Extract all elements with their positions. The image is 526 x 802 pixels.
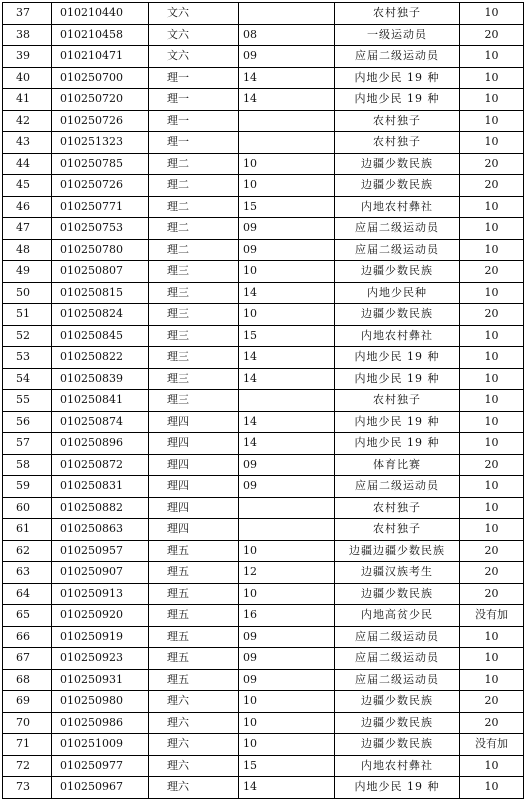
code-cell: 14 [239,433,335,455]
exam-id-cell: 010250923 [52,648,149,670]
table-row [3,3,524,25]
table-row [3,89,524,111]
category-cell: 理六 [149,712,239,734]
bonus-type-cell: 边疆少数民族 [335,691,460,713]
category-cell: 理六 [149,755,239,777]
row-number-cell: 39 [3,46,52,68]
category-cell: 理二 [149,196,239,218]
bonus-points-cell: 10 [460,755,524,777]
table-row [3,540,524,562]
row-number-cell: 71 [3,734,52,756]
bonus-type-cell: 农村独子 [335,390,460,412]
category-cell: 理五 [149,669,239,691]
table-row [3,239,524,261]
exam-id-cell: 010250882 [52,497,149,519]
bonus-type-cell: 内地农村彝社 [335,196,460,218]
bonus-points-cell: 10 [460,89,524,111]
code-cell: 10 [239,153,335,175]
row-number-cell: 58 [3,454,52,476]
bonus-points-cell: 10 [460,368,524,390]
code-cell: 14 [239,282,335,304]
exam-id-cell: 010251009 [52,734,149,756]
code-cell: 10 [239,175,335,197]
exam-id-cell: 010250824 [52,304,149,326]
row-number-cell: 54 [3,368,52,390]
exam-id-cell: 010250815 [52,282,149,304]
code-cell [239,3,335,25]
row-number-cell: 44 [3,153,52,175]
code-cell: 09 [239,476,335,498]
row-number-cell: 59 [3,476,52,498]
code-cell: 09 [239,46,335,68]
bonus-points-cell: 10 [460,218,524,240]
code-cell [239,110,335,132]
code-cell: 09 [239,626,335,648]
exam-id-cell: 010250980 [52,691,149,713]
code-cell [239,390,335,412]
row-number-cell: 42 [3,110,52,132]
row-number-cell: 37 [3,3,52,25]
table-row [3,325,524,347]
exam-id-cell: 010250967 [52,777,149,799]
bonus-points-cell: 10 [460,196,524,218]
category-cell: 理六 [149,691,239,713]
bonus-type-cell: 内地少民 19 种 [335,411,460,433]
bonus-type-cell: 边疆汉族考生 [335,562,460,584]
row-number-cell: 49 [3,261,52,283]
category-cell: 理五 [149,540,239,562]
row-number-cell: 40 [3,67,52,89]
bonus-type-cell: 应届二级运动员 [335,476,460,498]
table-row [3,132,524,154]
exam-id-cell: 010250807 [52,261,149,283]
table-row [3,691,524,713]
code-cell: 09 [239,218,335,240]
category-cell: 理三 [149,368,239,390]
code-cell: 14 [239,89,335,111]
category-cell: 理四 [149,519,239,541]
row-number-cell: 57 [3,433,52,455]
bonus-type-cell: 内地少民 19 种 [335,433,460,455]
table-row [3,347,524,369]
bonus-points-cell: 10 [460,519,524,541]
bonus-type-cell: 一级运动员 [335,24,460,46]
bonus-type-cell: 内地少民 19 种 [335,777,460,799]
bonus-points-cell: 10 [460,433,524,455]
code-cell: 15 [239,755,335,777]
table-row [3,390,524,412]
bonus-type-cell: 边疆边疆少数民族 [335,540,460,562]
row-number-cell: 55 [3,390,52,412]
category-cell: 理四 [149,411,239,433]
code-cell: 10 [239,691,335,713]
table-body [3,3,524,799]
bonus-type-cell: 农村独子 [335,132,460,154]
bonus-type-cell: 应届二级运动员 [335,669,460,691]
code-cell: 10 [239,540,335,562]
row-number-cell: 65 [3,605,52,627]
table-row [3,562,524,584]
exam-id-cell: 010250831 [52,476,149,498]
code-cell: 10 [239,734,335,756]
table-row [3,196,524,218]
code-cell [239,519,335,541]
bonus-points-cell: 20 [460,712,524,734]
bonus-points-cell: 10 [460,239,524,261]
category-cell: 理四 [149,454,239,476]
category-cell: 理五 [149,583,239,605]
category-cell: 理四 [149,433,239,455]
table-row [3,218,524,240]
row-number-cell: 64 [3,583,52,605]
row-number-cell: 63 [3,562,52,584]
category-cell: 文六 [149,46,239,68]
table-row [3,626,524,648]
bonus-points-cell: 20 [460,153,524,175]
exam-id-cell: 010250771 [52,196,149,218]
code-cell: 09 [239,239,335,261]
bonus-points-cell: 10 [460,325,524,347]
row-number-cell: 38 [3,24,52,46]
table-row [3,712,524,734]
code-cell: 08 [239,24,335,46]
bonus-points-cell: 20 [460,261,524,283]
table-row [3,476,524,498]
bonus-points-cell: 10 [460,777,524,799]
exam-id-cell: 010250986 [52,712,149,734]
code-cell [239,497,335,519]
row-number-cell: 43 [3,132,52,154]
bonus-points-cell: 10 [460,110,524,132]
category-cell: 文六 [149,24,239,46]
exam-id-cell: 010250920 [52,605,149,627]
row-number-cell: 48 [3,239,52,261]
bonus-points-cell: 20 [460,24,524,46]
category-cell: 理二 [149,218,239,240]
bonus-type-cell: 边疆少数民族 [335,304,460,326]
category-cell: 理四 [149,497,239,519]
bonus-type-cell: 应届二级运动员 [335,239,460,261]
row-number-cell: 46 [3,196,52,218]
table-row [3,583,524,605]
row-number-cell: 52 [3,325,52,347]
exam-id-cell: 010250839 [52,368,149,390]
exam-id-cell: 010250700 [52,67,149,89]
exam-id-cell: 010250785 [52,153,149,175]
exam-id-cell: 010250822 [52,347,149,369]
table-row [3,282,524,304]
exam-id-cell: 010250896 [52,433,149,455]
table-row [3,497,524,519]
bonus-points-cell: 10 [460,626,524,648]
row-number-cell: 50 [3,282,52,304]
bonus-type-cell: 应届二级运动员 [335,46,460,68]
bonus-type-cell: 内地少民种 [335,282,460,304]
table-row [3,433,524,455]
bonus-type-cell: 农村独子 [335,110,460,132]
code-cell: 10 [239,304,335,326]
exam-id-cell: 010251323 [52,132,149,154]
code-cell: 14 [239,777,335,799]
bonus-points-cell: 20 [460,454,524,476]
bonus-points-cell: 20 [460,540,524,562]
exam-id-cell: 010250845 [52,325,149,347]
bonus-points-cell: 20 [460,175,524,197]
table-row [3,755,524,777]
bonus-points-cell: 10 [460,476,524,498]
row-number-cell: 68 [3,669,52,691]
row-number-cell: 69 [3,691,52,713]
bonus-points-cell: 10 [460,347,524,369]
exam-id-cell: 010250780 [52,239,149,261]
table-row [3,261,524,283]
table-row [3,411,524,433]
row-number-cell: 47 [3,218,52,240]
row-number-cell: 66 [3,626,52,648]
row-number-cell: 51 [3,304,52,326]
table-row [3,648,524,670]
code-cell: 15 [239,325,335,347]
row-number-cell: 45 [3,175,52,197]
table-row [3,46,524,68]
code-cell: 14 [239,411,335,433]
category-cell: 理一 [149,110,239,132]
table-row [3,304,524,326]
bonus-points-cell: 没有加 [460,734,524,756]
category-cell: 理二 [149,175,239,197]
exam-id-cell: 010250977 [52,755,149,777]
category-cell: 理三 [149,304,239,326]
table-row [3,153,524,175]
category-cell: 理五 [149,626,239,648]
bonus-type-cell: 内地少民 19 种 [335,347,460,369]
exam-id-cell: 010250931 [52,669,149,691]
bonus-type-cell: 边疆少数民族 [335,734,460,756]
bonus-points-cell: 10 [460,3,524,25]
exam-id-cell: 010250919 [52,626,149,648]
table-row [3,368,524,390]
row-number-cell: 41 [3,89,52,111]
exam-id-cell: 010250863 [52,519,149,541]
exam-id-cell: 010250907 [52,562,149,584]
row-number-cell: 73 [3,777,52,799]
code-cell: 14 [239,368,335,390]
bonus-points-cell: 20 [460,691,524,713]
bonus-points-cell: 10 [460,497,524,519]
bonus-points-cell: 10 [460,132,524,154]
bonus-points-cell: 没有加 [460,605,524,627]
bonus-type-cell: 内地少民 19 种 [335,67,460,89]
category-cell: 理二 [149,153,239,175]
exam-id-cell: 010250726 [52,110,149,132]
category-cell: 理二 [149,239,239,261]
exam-id-cell: 010250726 [52,175,149,197]
category-cell: 理一 [149,132,239,154]
code-cell: 14 [239,347,335,369]
category-cell: 理五 [149,605,239,627]
table-row [3,110,524,132]
bonus-points-cell: 20 [460,583,524,605]
table-row [3,669,524,691]
code-cell: 14 [239,67,335,89]
scores-table [2,2,524,799]
row-number-cell: 60 [3,497,52,519]
bonus-points-cell: 10 [460,46,524,68]
bonus-type-cell: 边疆少数民族 [335,583,460,605]
table-row [3,777,524,799]
category-cell: 理三 [149,261,239,283]
bonus-type-cell: 农村独子 [335,497,460,519]
bonus-type-cell: 农村独子 [335,519,460,541]
exam-id-cell: 010250720 [52,89,149,111]
category-cell: 理五 [149,648,239,670]
category-cell: 文六 [149,3,239,25]
bonus-type-cell: 内地农村彝社 [335,325,460,347]
bonus-points-cell: 10 [460,411,524,433]
bonus-type-cell: 边疆少数民族 [335,712,460,734]
bonus-type-cell: 体育比赛 [335,454,460,476]
bonus-points-cell: 20 [460,304,524,326]
code-cell: 16 [239,605,335,627]
bonus-type-cell: 内地农村彝社 [335,755,460,777]
table-row [3,175,524,197]
code-cell: 09 [239,648,335,670]
table-row [3,605,524,627]
exam-id-cell: 010250753 [52,218,149,240]
code-cell: 15 [239,196,335,218]
table-row [3,67,524,89]
table-row [3,24,524,46]
exam-id-cell: 010210458 [52,24,149,46]
category-cell: 理四 [149,476,239,498]
bonus-points-cell: 10 [460,67,524,89]
bonus-type-cell: 应届二级运动员 [335,626,460,648]
code-cell: 10 [239,583,335,605]
exam-id-cell: 010250957 [52,540,149,562]
bonus-type-cell: 内地高贫少民 [335,605,460,627]
code-cell: 09 [239,454,335,476]
exam-id-cell: 010210440 [52,3,149,25]
category-cell: 理一 [149,89,239,111]
table-row [3,734,524,756]
exam-id-cell: 010250872 [52,454,149,476]
row-number-cell: 72 [3,755,52,777]
exam-id-cell: 010250841 [52,390,149,412]
row-number-cell: 67 [3,648,52,670]
bonus-type-cell: 应届二级运动员 [335,648,460,670]
exam-id-cell: 010250874 [52,411,149,433]
row-number-cell: 62 [3,540,52,562]
bonus-type-cell: 边疆少数民族 [335,175,460,197]
bonus-type-cell: 应届二级运动员 [335,218,460,240]
bonus-type-cell: 边疆少数民族 [335,261,460,283]
code-cell: 09 [239,669,335,691]
exam-id-cell: 010250913 [52,583,149,605]
code-cell: 10 [239,712,335,734]
code-cell: 12 [239,562,335,584]
bonus-type-cell: 农村独子 [335,3,460,25]
category-cell: 理三 [149,282,239,304]
row-number-cell: 53 [3,347,52,369]
exam-id-cell: 010210471 [52,46,149,68]
table-row [3,454,524,476]
category-cell: 理五 [149,562,239,584]
code-cell: 10 [239,261,335,283]
table-row [3,519,524,541]
bonus-points-cell: 10 [460,390,524,412]
code-cell [239,132,335,154]
bonus-points-cell: 10 [460,282,524,304]
category-cell: 理三 [149,390,239,412]
bonus-points-cell: 20 [460,562,524,584]
bonus-type-cell: 边疆少数民族 [335,153,460,175]
bonus-type-cell: 内地少民 19 种 [335,89,460,111]
row-number-cell: 70 [3,712,52,734]
row-number-cell: 56 [3,411,52,433]
row-number-cell: 61 [3,519,52,541]
bonus-type-cell: 内地少民 19 种 [335,368,460,390]
category-cell: 理三 [149,325,239,347]
category-cell: 理六 [149,734,239,756]
category-cell: 理三 [149,347,239,369]
category-cell: 理一 [149,67,239,89]
bonus-points-cell: 10 [460,648,524,670]
category-cell: 理六 [149,777,239,799]
bonus-points-cell: 10 [460,669,524,691]
